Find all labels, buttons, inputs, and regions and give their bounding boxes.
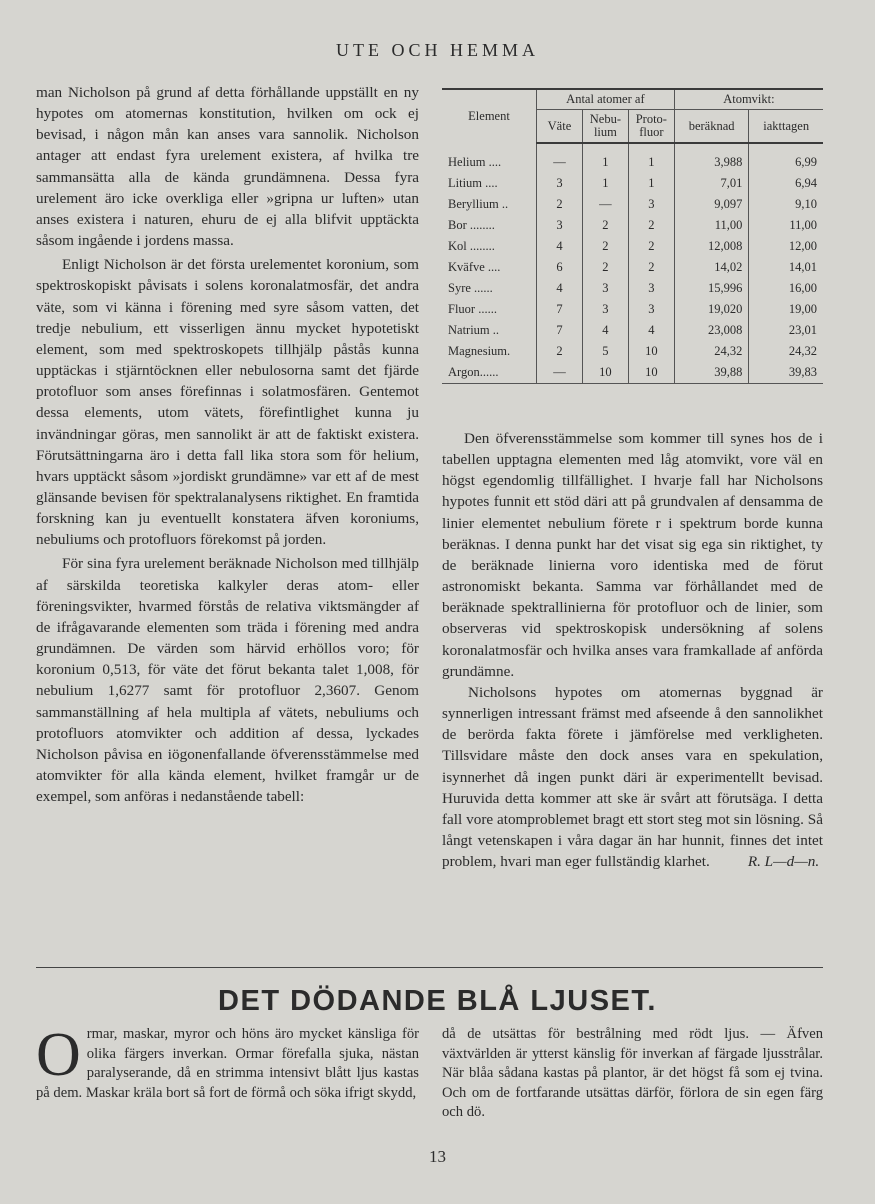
- cell-protofluor: 1: [628, 173, 674, 194]
- cell-element: Bor ........: [448, 218, 495, 232]
- cell-vate: 3: [536, 215, 582, 236]
- cell-iakttagen: 6,94: [749, 173, 823, 194]
- cell-beraknad: 11,00: [674, 215, 749, 236]
- cell-iakttagen: 12,00: [749, 236, 823, 257]
- cell-beraknad: 23,008: [674, 320, 749, 341]
- paragraph-with-signature: [442, 682, 823, 872]
- article-headline: DET DÖDANDE BLÅ LJUSET.: [218, 985, 657, 1017]
- cell-nebulium: 3: [582, 299, 628, 320]
- cell-iakttagen: 24,32: [749, 341, 823, 362]
- cell-iakttagen: 23,01: [749, 320, 823, 341]
- cell-element: Fluor ......: [448, 302, 497, 316]
- table-body: [442, 143, 823, 384]
- cell-nebulium: —: [582, 194, 628, 215]
- table-row: [442, 257, 823, 278]
- table-row: [442, 299, 823, 320]
- page-number: 13: [429, 1147, 446, 1166]
- header-element: Element: [442, 89, 536, 143]
- paragraph: Den öfverensstämmelse som kommer till synes hos de i tabellen upptagna elementen med låg atomvikt, vore väl en högst egendomlig tillfällighet. I hvarje fall har Nicholsons hypotes funnit ett stöd däri att på grundvalen af densamma de linier elementet nebulium förete r i spektrum borde kunna beräknas. I denna punkt har det visat sig ega sin riktighet, ty de beräknade linierna voro identiska med de förut astronomiskt bekanta. Samma var förhållandet med de beräknade spektrallinierna för protofluor och de linier, som observeras vid spektroskopisk undersökning af solens koronalatmosfär och hvilka anses vara framkallade af anförda grundämne.: [442, 430, 823, 680]
- cell-protofluor: 2: [628, 236, 674, 257]
- cell-nebulium: 2: [582, 236, 628, 257]
- section-divider: [36, 967, 823, 968]
- cell-vate: 7: [536, 320, 582, 341]
- cell-vate: 2: [536, 194, 582, 215]
- cell-beraknad: 3,988: [674, 143, 749, 173]
- cell-vate: —: [536, 362, 582, 384]
- header-protofluor: Proto-fluor: [628, 110, 674, 144]
- cell-vate: 3: [536, 173, 582, 194]
- cell-protofluor: 3: [628, 299, 674, 320]
- paragraph-text: Nicholsons hypotes om atomernas byggnad är synnerligen intressant främst med afseende å den sannolikhet de berörda fakta förete i jämförelse med verkligheten. Tillsvidare måste den dock anses vara en spekulation, isynnerhet då ingen punkt däri är experimentellt bevisad. Huruvida detta kommer att ske är svårt att förutsäga. I detta fall vore atomproblemet bragt ett stort steg mot sin lösning. Så långt vetenskapen i våra dagar än har hunnit, finnes det intet problem, hvari man eger fullständig klarhet.: [442, 683, 823, 871]
- cell-nebulium: 1: [582, 173, 628, 194]
- cell-nebulium: 2: [582, 257, 628, 278]
- left-column: [36, 82, 419, 807]
- header-iakttagen: iakttagen: [749, 110, 823, 144]
- cell-element: Beryllium ..: [448, 197, 509, 211]
- cell-beraknad: 15,996: [674, 278, 749, 299]
- table-row: [442, 194, 823, 215]
- cell-vate: 4: [536, 278, 582, 299]
- cell-vate: —: [536, 143, 582, 173]
- cell-beraknad: 24,32: [674, 341, 749, 362]
- dropcap: O: [36, 1021, 81, 1089]
- cell-beraknad: 19,020: [674, 299, 749, 320]
- cell-element: Kväfve ....: [448, 260, 501, 274]
- cell-nebulium: 5: [582, 341, 628, 362]
- paragraph: Enligt Nicholson är det första urelementet koronium, som spektroskopiskt påvisats i solens koronalatmosfär, det andra väte, som vi känna i förening med syre såsom vatten, det tredje nebulium, ett visserligen ännu mycket hypotetiskt element, som med spektroskopets tillhjälp påstås kunna upptäckas i stjärntöcknen eller nebulosorna samt det fjärde protofluor som anses förefinnas i solatmosfären. Gentemot dessa elements, utom vätets, förefintlighet kunna ju invändningar göras, men sannolikt är att de faktiskt existera. Förutsättningarna äro i detta fall lika stora som för helium, hvars upptäckt såsom »jordiskt grundämne» var ett af de mest glänsande bevisen för spektralanalysens riktighet. En framtida forskning kan ju eventuellt konstatera äfven koroniums, nebuliums och protofluors förekomst på jorden.: [36, 256, 419, 549]
- table-row: [442, 320, 823, 341]
- signature: R. L—d—n.: [747, 853, 820, 871]
- paragraph: För sina fyra urelement beräknade Nicholson med tillhjälp af särskilda teoretiska kalkyler deras atom- eller föreningsvikter, hvarmed förstås de relativa viktsmängder af de ifrågavarande elementen som träda i förening med andra grundämnen. De värden som härvid erhöllos voro; för koronium 0,513, för väte det förut bekanta talet 1,008, för nebulium 1,6277 samt för protofluor 2,3607. Genom sammanställning af hela multipla af vätets, nebuliums och protofluors atomvikter och addition af dessa, lyckades Nicholson påvisa en iögonenfallande öfverensstämmelse med atomvikter för alla kända element, hvilket framgår ur de exempel, som anföras i nedanstående tabell:: [36, 555, 419, 806]
- header-nebulium: Nebu-lium: [582, 110, 628, 144]
- cell-element: Magnesium.: [448, 344, 511, 358]
- cell-nebulium: 4: [582, 320, 628, 341]
- header-vate: Väte: [536, 110, 582, 144]
- cell-vate: 7: [536, 299, 582, 320]
- cell-iakttagen: 19,00: [749, 299, 823, 320]
- cell-iakttagen: 16,00: [749, 278, 823, 299]
- cell-beraknad: 39,88: [674, 362, 749, 384]
- cell-iakttagen: 6,99: [749, 143, 823, 173]
- running-head: UTE OCH HEMMA: [336, 40, 539, 60]
- cell-vate: 6: [536, 257, 582, 278]
- header-atomic-weight: Atomvikt:: [674, 89, 823, 110]
- cell-beraknad: 14,02: [674, 257, 749, 278]
- cell-nebulium: 1: [582, 143, 628, 173]
- cell-element: Syre ......: [448, 281, 493, 295]
- table-row: [442, 173, 823, 194]
- table-row: [442, 362, 823, 384]
- cell-iakttagen: 14,01: [749, 257, 823, 278]
- article-right-column: [442, 1025, 823, 1123]
- cell-iakttagen: 9,10: [749, 194, 823, 215]
- table-row: [442, 236, 823, 257]
- cell-vate: 4: [536, 236, 582, 257]
- table-row: [442, 341, 823, 362]
- header-beraknad: beräknad: [674, 110, 749, 144]
- cell-nebulium: 2: [582, 215, 628, 236]
- cell-protofluor: 4: [628, 320, 674, 341]
- cell-element: Kol ........: [448, 239, 495, 253]
- cell-protofluor: 3: [628, 194, 674, 215]
- table-row: [442, 278, 823, 299]
- cell-element: Litium ....: [448, 176, 498, 190]
- right-column: [442, 428, 823, 872]
- article-left-column: [36, 1021, 419, 1103]
- atomic-weight-table: [442, 88, 823, 384]
- cell-element: Helium ....: [448, 154, 502, 169]
- cell-element: Argon......: [442, 362, 536, 384]
- cell-iakttagen: 11,00: [749, 215, 823, 236]
- table-row: [442, 215, 823, 236]
- cell-vate: 2: [536, 341, 582, 362]
- paragraph: man Nicholson på grund af detta förhållande uppställt en ny hypotes om atomernas konstitution, hvilken om ock ej bevisad, i någon mån kan anses vara sannolik. Nicholson antager att endast fyra urelement existera, af hvilka tre sammansätta alla de kända grundämnena. Dessa fyra urelement äro icke overkliga eller »gripna ur luften» utan anses existera i naturen, ehuru de ej alla blifvit upptäckta såsom ingående i jordens massa.: [36, 84, 419, 250]
- cell-nebulium: 10: [582, 362, 628, 384]
- article-left-text: rmar, maskar, myror och höns äro mycket känsliga för olika färgers inverkan. Ormar förefalla sjuka, nästan paralyserande, då en strimma intensivt blått ljus kastas på dem. Maskar kräla bort så fort de förmå och söka ifrigt skydd,: [36, 1026, 419, 1101]
- cell-element: Natrium ..: [448, 323, 500, 337]
- cell-protofluor: 2: [628, 215, 674, 236]
- atomic-weight-table-wrapper: [442, 88, 823, 384]
- cell-beraknad: 7,01: [674, 173, 749, 194]
- header-atom-count: Antal atomer af: [536, 89, 674, 110]
- cell-protofluor: 1: [628, 143, 674, 173]
- cell-iakttagen: 39,83: [749, 362, 823, 384]
- cell-protofluor: 3: [628, 278, 674, 299]
- article-right-text: då de utsättas för bestrålning med rödt ljus. — Äfven växtvärlden är ytterst känslig för inverkan af färgade ljusstrålar. När blåa sådana kastas på plantor, är det högst få som ej tvina. Och om de fortfarande utsättas därför, förlora de sin egen färg och dö.: [442, 1026, 823, 1121]
- cell-protofluor: 2: [628, 257, 674, 278]
- cell-protofluor: 10: [628, 362, 674, 384]
- cell-beraknad: 9,097: [674, 194, 749, 215]
- cell-nebulium: 3: [582, 278, 628, 299]
- table-row: [442, 143, 823, 173]
- cell-protofluor: 10: [628, 341, 674, 362]
- cell-beraknad: 12,008: [674, 236, 749, 257]
